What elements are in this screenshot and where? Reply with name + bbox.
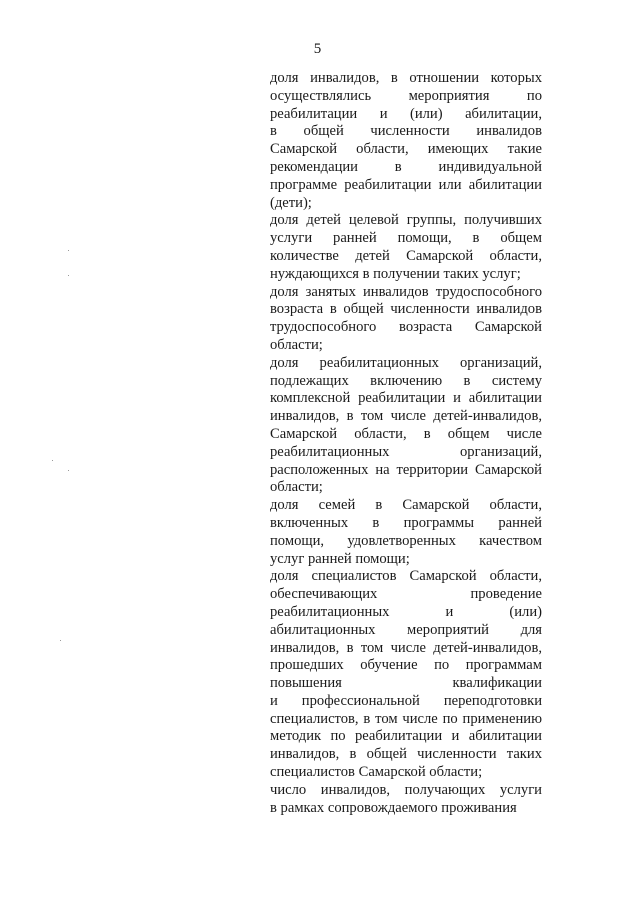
- text-line: инвалидов, в общей численности таких: [270, 746, 542, 763]
- text-line: расположенных на территории Самарской: [270, 461, 542, 478]
- text-line: в общей численности инвалидов: [270, 123, 542, 140]
- text-line: доля инвалидов, в отношении которых: [270, 70, 542, 86]
- text-line: области;: [270, 479, 323, 496]
- text-line: программе реабилитации или абилитации: [270, 176, 542, 193]
- text-line: доля семей в Самарской области,: [270, 497, 542, 514]
- text-line: услуги ранней помощи, в общем: [270, 230, 542, 247]
- text-line: инвалидов, в том числе детей-инвалидов,: [270, 408, 542, 425]
- text-line: реабилитации и (или) абилитации,: [270, 105, 542, 122]
- text-line: обеспечивающих проведение: [270, 586, 542, 603]
- text-line: и профессиональной переподготовки: [270, 692, 542, 709]
- text-line: реабилитационных и (или): [270, 603, 542, 620]
- paragraph: [270, 568, 542, 782]
- paragraph: [270, 497, 542, 568]
- text-line: Самарской области, имеющих такие: [270, 141, 542, 158]
- scan-speck: [52, 460, 53, 461]
- scan-speck: [68, 275, 69, 276]
- text-line: доля детей целевой группы, получивших: [270, 212, 542, 229]
- text-line: специалистов, в том числе по применению: [270, 710, 542, 727]
- text-line: повышения квалификации: [270, 675, 542, 692]
- paragraph: [270, 212, 542, 283]
- text-line: трудоспособного возраста Самарской: [270, 319, 542, 336]
- text-line: доля специалистов Самарской области,: [270, 568, 542, 585]
- text-line: помощи, удовлетворенных качеством: [270, 532, 542, 549]
- text-line: включенных в программы ранней: [270, 514, 542, 531]
- paragraph: [270, 355, 542, 497]
- page-number: 5: [313, 41, 322, 57]
- text-line: возраста в общей численности инвалидов: [270, 301, 542, 318]
- scan-speck: [68, 470, 69, 471]
- paragraph: [270, 70, 542, 212]
- text-line: осуществлялись мероприятия по: [270, 87, 542, 104]
- text-line: инвалидов, в том числе детей-инвалидов,: [270, 639, 542, 656]
- scan-speck: [68, 250, 69, 251]
- text-line: комплексной реабилитации и абилитации: [270, 390, 542, 407]
- text-line: области;: [270, 336, 323, 353]
- text-line: абилитационных мероприятий для: [270, 621, 542, 638]
- text-line: методик по реабилитации и абилитации: [270, 728, 542, 745]
- text-line: доля занятых инвалидов трудоспособного: [270, 283, 542, 300]
- scan-speck: [60, 640, 61, 641]
- text-line: нуждающихся в получении таких услуг;: [270, 265, 521, 282]
- text-line: Самарской области, в общем числе: [270, 425, 542, 442]
- text-line: доля реабилитационных организаций,: [270, 354, 542, 371]
- body-text: [270, 70, 542, 817]
- text-line: специалистов Самарской области;: [270, 764, 483, 781]
- text-line: число инвалидов, получающих услуги: [270, 781, 542, 798]
- text-line: реабилитационных организаций,: [270, 443, 542, 460]
- text-line: прошедших обучение по программам: [270, 657, 542, 674]
- text-line: подлежащих включению в систему: [270, 372, 542, 389]
- paragraph: [270, 284, 542, 355]
- text-line: в рамках сопровождаемого проживания: [270, 799, 517, 816]
- text-line: количестве детей Самарской области,: [270, 247, 542, 264]
- text-line: рекомендации в индивидуальной: [270, 158, 542, 175]
- text-line: (дети);: [270, 194, 312, 211]
- text-line: услуг ранней помощи;: [270, 550, 410, 567]
- paragraph: [270, 782, 542, 818]
